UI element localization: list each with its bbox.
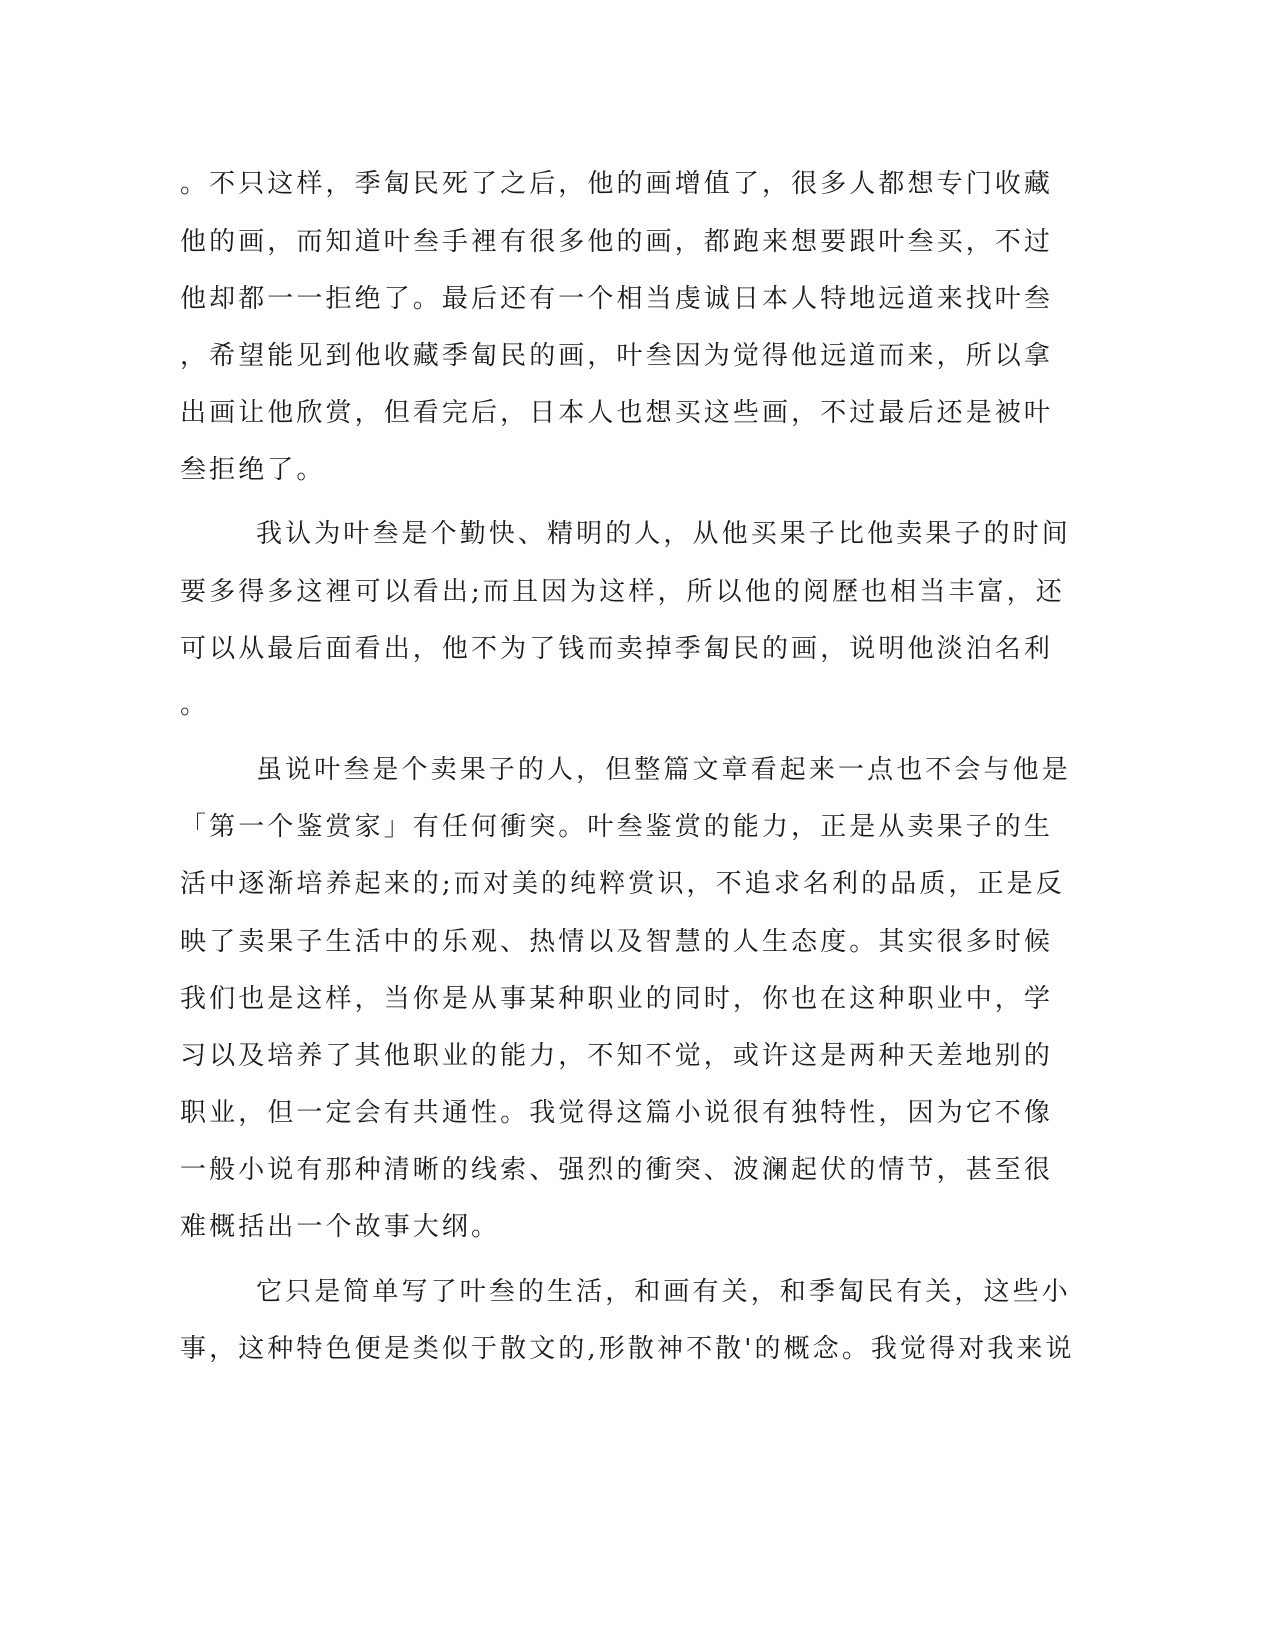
text-line: 一般小说有那种清晰的线索、强烈的衝突、波澜起伏的情节，甚至很 <box>180 1155 1054 1185</box>
text-line: 他却都一一拒绝了。最后还有一个相当虔诚日本人特地远道来找叶叁 <box>180 284 1054 314</box>
text-line: 我们也是这样，当你是从事某种职业的同时，你也在这种职业中，学 <box>180 984 1054 1014</box>
text-line: 可以从最后面看出，他不为了钱而卖掉季匐民的画，说明他淡泊名利 <box>180 634 1054 664</box>
text-line: 难概括出一个故事大纲。 <box>180 1212 501 1242</box>
text-line: 职业，但一定会有共通性。我觉得这篇小说很有独特性，因为它不像 <box>180 1098 1054 1128</box>
paragraph-start-line: 虽说叶叁是个卖果子的人，但整篇文章看起来一点也不会与他是 <box>256 755 1071 785</box>
text-line: 「第一个鉴赏家」有任何衝突。叶叁鉴赏的能力，正是从卖果子的生 <box>180 812 1054 842</box>
text-line: 。 <box>180 690 210 720</box>
text-line: 出画让他欣赏，但看完后，日本人也想买这些画，不过最后还是被叶 <box>180 398 1054 428</box>
text-line: 。不只这样，季匐民死了之后，他的画增值了，很多人都想专门收藏 <box>180 169 1054 199</box>
paragraph-start-line: 我认为叶叁是个勤快、精明的人，从他买果子比他卖果子的时间 <box>256 519 1071 549</box>
text-line: 习以及培养了其他职业的能力，不知不觉，或许这是两种天差地别的 <box>180 1041 1054 1071</box>
text-line: 要多得多这裡可以看出;而且因为这样，所以他的阅歷也相当丰富，还 <box>180 577 1065 607</box>
text-line: 事，这种特色便是类似于散文的,形散神不散'的概念。我觉得对我来说 <box>180 1334 1075 1364</box>
text-line: 他的画，而知道叶叁手裡有很多他的画，都跑来想要跟叶叁买，不过 <box>180 227 1054 257</box>
text-line: 叁拒绝了。 <box>180 455 326 485</box>
text-line: ，希望能见到他收藏季匐民的画，叶叁因为觉得他远道而来，所以拿 <box>180 341 1054 371</box>
text-line: 映了卖果子生活中的乐观、热情以及智慧的人生态度。其实很多时候 <box>180 927 1054 957</box>
paragraph-start-line: 它只是简单写了叶叁的生活，和画有关，和季匐民有关，这些小 <box>256 1277 1071 1307</box>
text-line: 活中逐渐培养起来的;而对美的纯粹赏识，不追求名利的品质，正是反 <box>180 869 1065 899</box>
